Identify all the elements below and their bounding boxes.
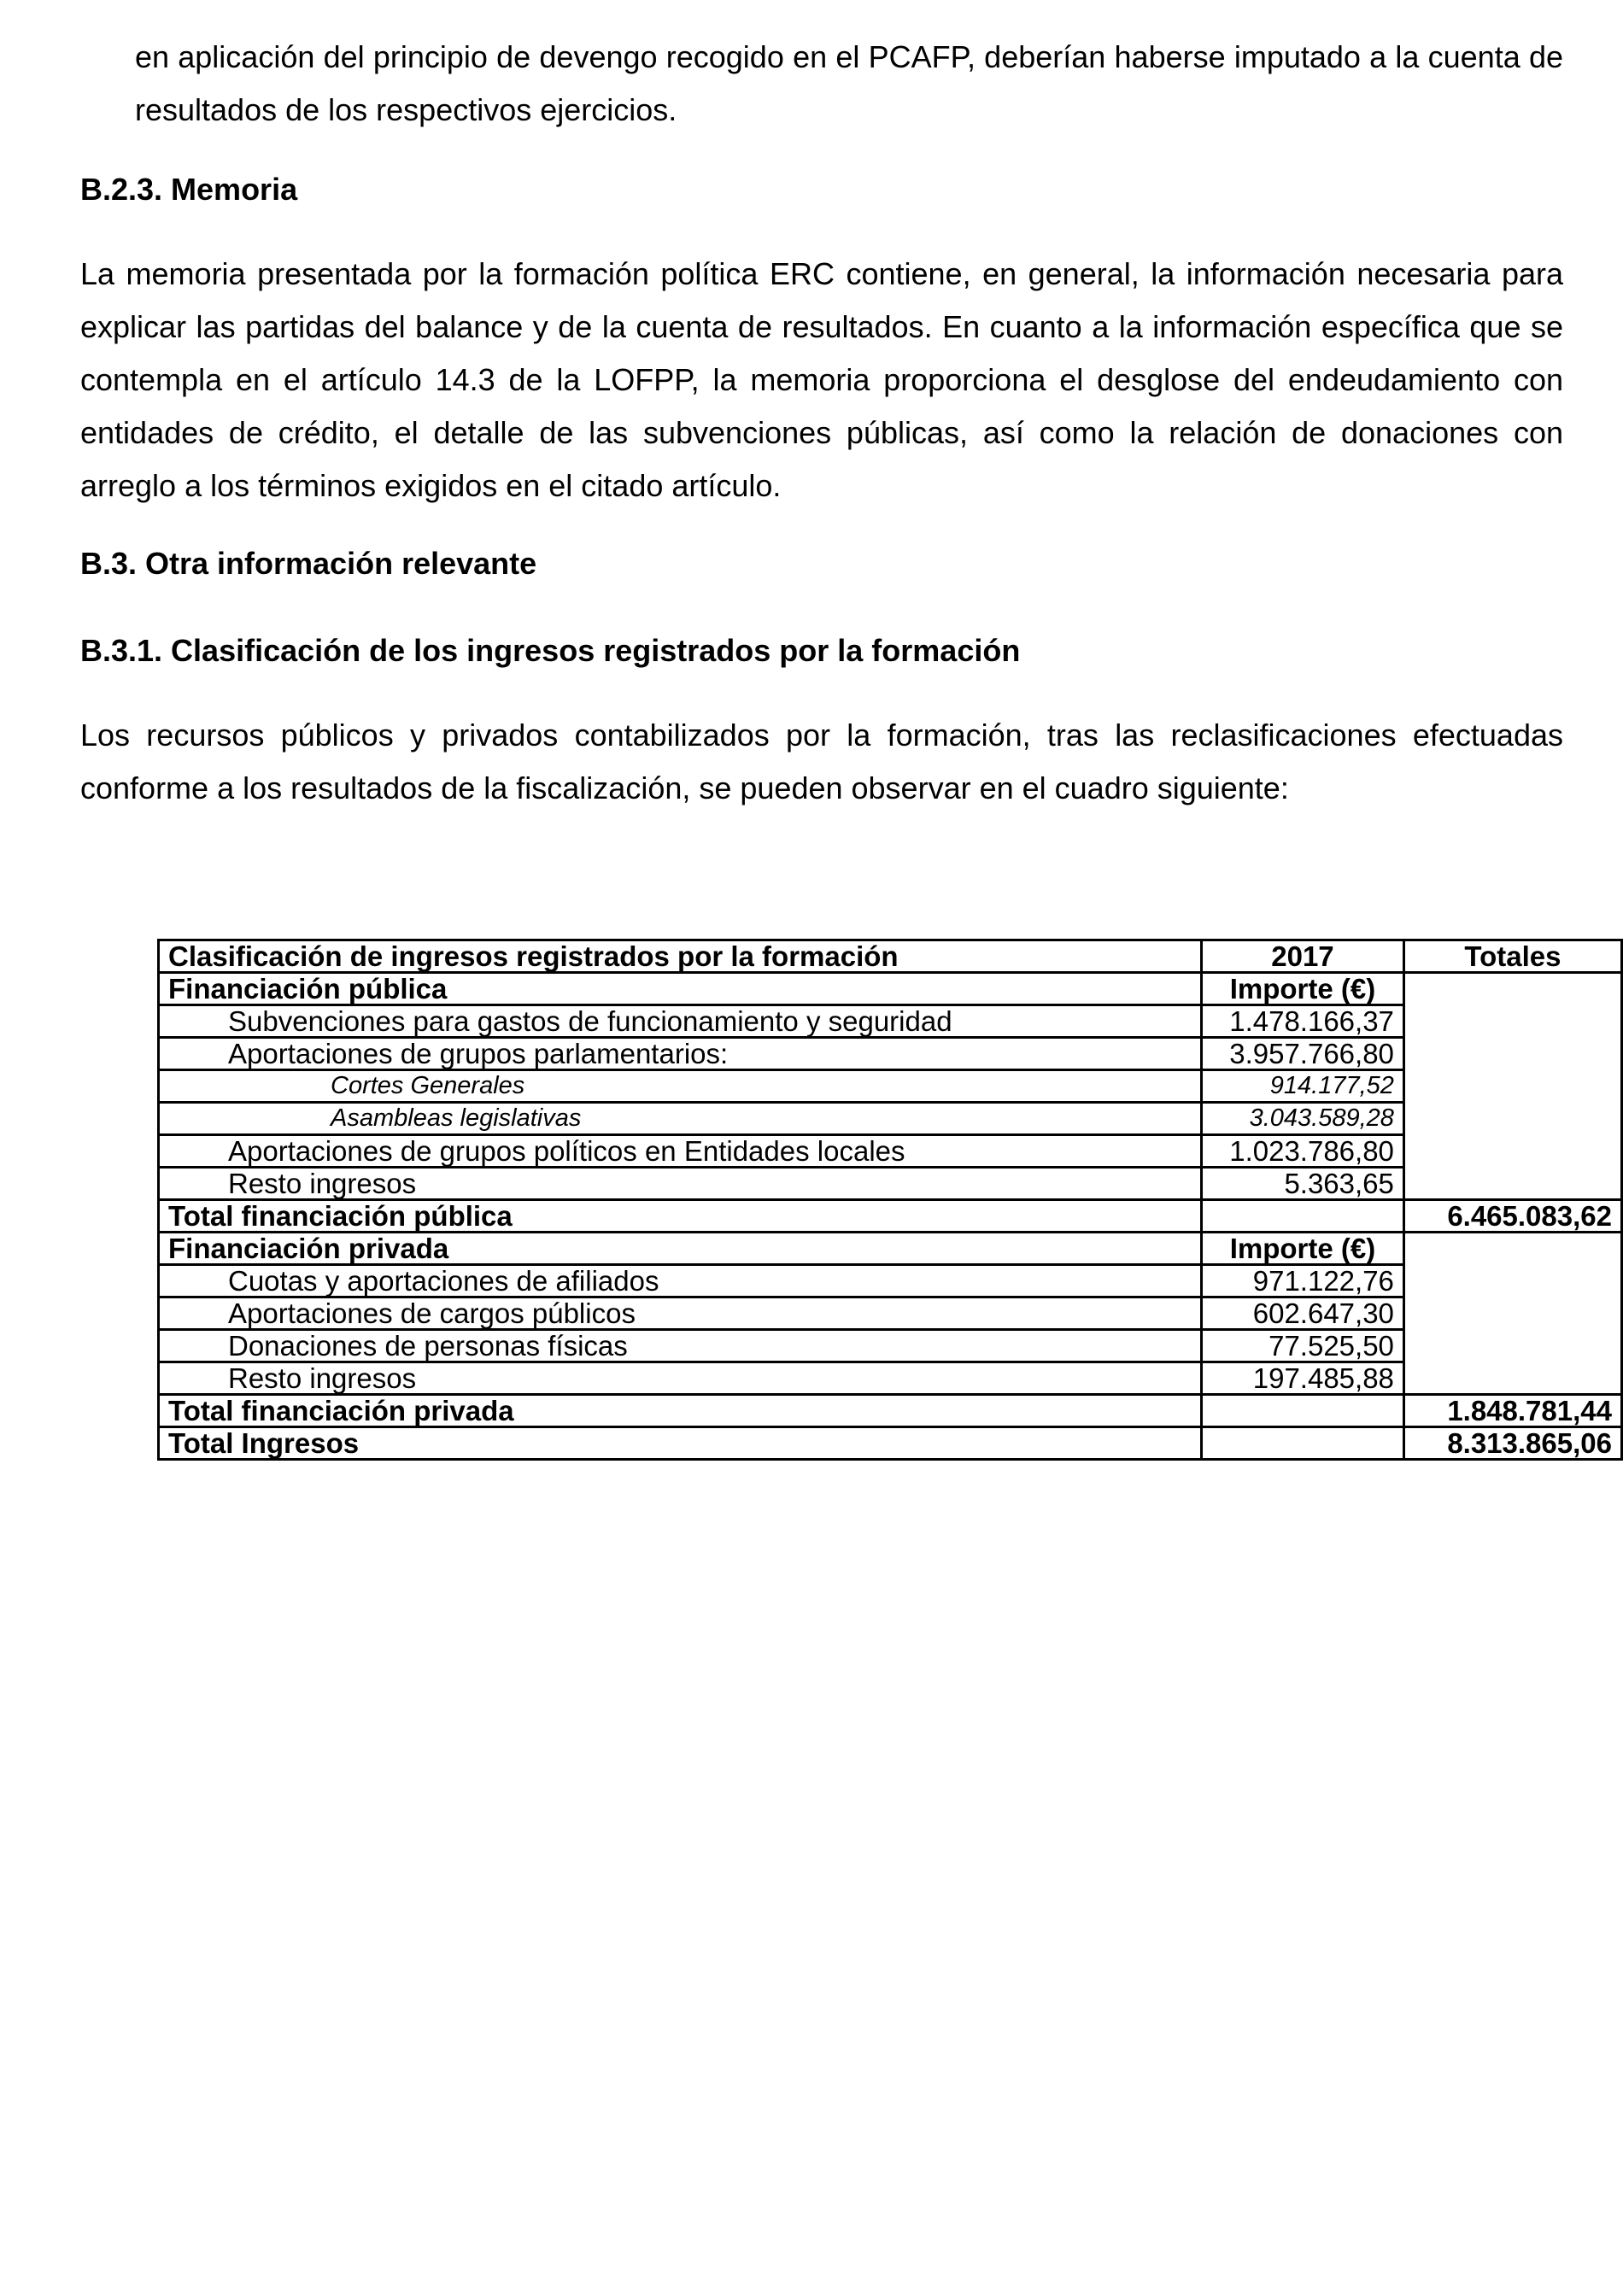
row-label: Donaciones de personas físicas	[159, 1330, 1202, 1362]
row-label: Cortes Generales	[159, 1070, 1202, 1103]
row-value: 914.177,52	[1202, 1070, 1404, 1103]
row-value: 3.957.766,80	[1202, 1038, 1404, 1070]
row-label: Aportaciones de cargos públicos	[159, 1297, 1202, 1330]
row-label: Asambleas legislativas	[159, 1103, 1202, 1135]
grand-total-value: 8.313.865,06	[1403, 1427, 1621, 1460]
total-empty-cell	[1202, 1395, 1404, 1427]
header-cell-totales: Totales	[1403, 940, 1621, 973]
row-label: Resto ingresos	[159, 1168, 1202, 1200]
totales-cell-empty	[1403, 1103, 1621, 1135]
row-value: 3.043.589,28	[1202, 1103, 1404, 1135]
table-row	[159, 1265, 1622, 1297]
row-value: 197.485,88	[1202, 1362, 1404, 1395]
total-label-privada: Total financiación privada	[159, 1395, 1202, 1427]
row-value: 971.122,76	[1202, 1265, 1404, 1297]
totales-cell-empty	[1403, 1005, 1621, 1038]
section-heading-memoria: B.2.3. Memoria	[80, 172, 298, 207]
table-row	[159, 1330, 1622, 1362]
recursos-paragraph: Los recursos públicos y privados contabilizados por la formación, tras las reclasificaciones efectuadas conforme a los resultados de la fiscalización, se pueden observar en el cuadro siguiente:	[80, 718, 1563, 805]
header-cell-clasificacion: Clasificación de ingresos registrados por la formación	[159, 940, 1202, 973]
document-page	[80, 31, 1563, 815]
table-row	[159, 1005, 1622, 1038]
row-value: 1.023.786,80	[1202, 1135, 1404, 1168]
section-heading-clasificacion: B.3.1. Clasificación de los ingresos registrados por la formación	[80, 633, 1021, 668]
row-value: 77.525,50	[1202, 1330, 1404, 1362]
row-value: 1.478.166,37	[1202, 1005, 1404, 1038]
total-label-publica: Total financiación pública	[159, 1200, 1202, 1233]
memoria-paragraph: La memoria presentada por la formación política ERC contiene, en general, la información necesaria para explicar las partidas del balance y de la cuenta de resultados. En cuanto a la información específica que se contempla en el artículo 14.3 de la LOFPP, la memoria proporciona el desglose del endeudamiento con entidades de crédito, el detalle de las subvenciones públicas, así como la relación de donaciones con arreglo a los términos exigidos en el citado artículo.	[80, 256, 1563, 503]
total-empty-cell	[1202, 1427, 1404, 1460]
total-empty-cell	[1202, 1200, 1404, 1233]
section-title-publica: Financiación pública	[159, 973, 1202, 1005]
totales-cell-empty	[1403, 1362, 1621, 1395]
grand-total-label: Total Ingresos	[159, 1427, 1202, 1460]
table-row	[159, 1103, 1622, 1135]
table-row	[159, 1038, 1622, 1070]
table-row	[159, 973, 1622, 1005]
ingresos-table-container	[157, 939, 1623, 1461]
table-row	[159, 1168, 1622, 1200]
table-row	[159, 1297, 1622, 1330]
row-value: 602.647,30	[1202, 1297, 1404, 1330]
table-row	[159, 1135, 1622, 1168]
totales-cell-empty	[1403, 1168, 1621, 1200]
row-label: Subvenciones para gastos de funcionamiento y seguridad	[159, 1005, 1202, 1038]
table-row	[159, 1233, 1622, 1265]
totales-cell-empty	[1403, 1038, 1621, 1070]
totales-cell-empty	[1403, 1330, 1621, 1362]
table-header-row	[159, 940, 1622, 973]
header-cell-year: 2017	[1202, 940, 1404, 973]
totales-cell-empty	[1403, 1070, 1621, 1103]
continuation-paragraph: en aplicación del principio de devengo recogido en el PCAFP, deberían haberse imputado a la cuenta de resultados de los respectivos ejercicios.	[135, 39, 1563, 127]
totales-cell-empty	[1403, 1135, 1621, 1168]
importe-label-publica: Importe (€)	[1202, 973, 1404, 1005]
row-label: Resto ingresos	[159, 1362, 1202, 1395]
totales-cell-empty	[1403, 973, 1621, 1005]
table-row	[159, 1070, 1622, 1103]
ingresos-table	[157, 939, 1623, 1461]
total-value-publica: 6.465.083,62	[1403, 1200, 1621, 1233]
table-total-row	[159, 1395, 1622, 1427]
row-value: 5.363,65	[1202, 1168, 1404, 1200]
totales-cell-empty	[1403, 1233, 1621, 1265]
row-label: Aportaciones de grupos parlamentarios:	[159, 1038, 1202, 1070]
table-row	[159, 1362, 1622, 1395]
section-heading-otra-informacion: B.3. Otra información relevante	[80, 546, 537, 581]
totales-cell-empty	[1403, 1265, 1621, 1297]
row-label: Aportaciones de grupos políticos en Entidades locales	[159, 1135, 1202, 1168]
table-total-row	[159, 1200, 1622, 1233]
section-title-privada: Financiación privada	[159, 1233, 1202, 1265]
total-value-privada: 1.848.781,44	[1403, 1395, 1621, 1427]
table-grand-total-row	[159, 1427, 1622, 1460]
importe-label-privada: Importe (€)	[1202, 1233, 1404, 1265]
totales-cell-empty	[1403, 1297, 1621, 1330]
row-label: Cuotas y aportaciones de afiliados	[159, 1265, 1202, 1297]
